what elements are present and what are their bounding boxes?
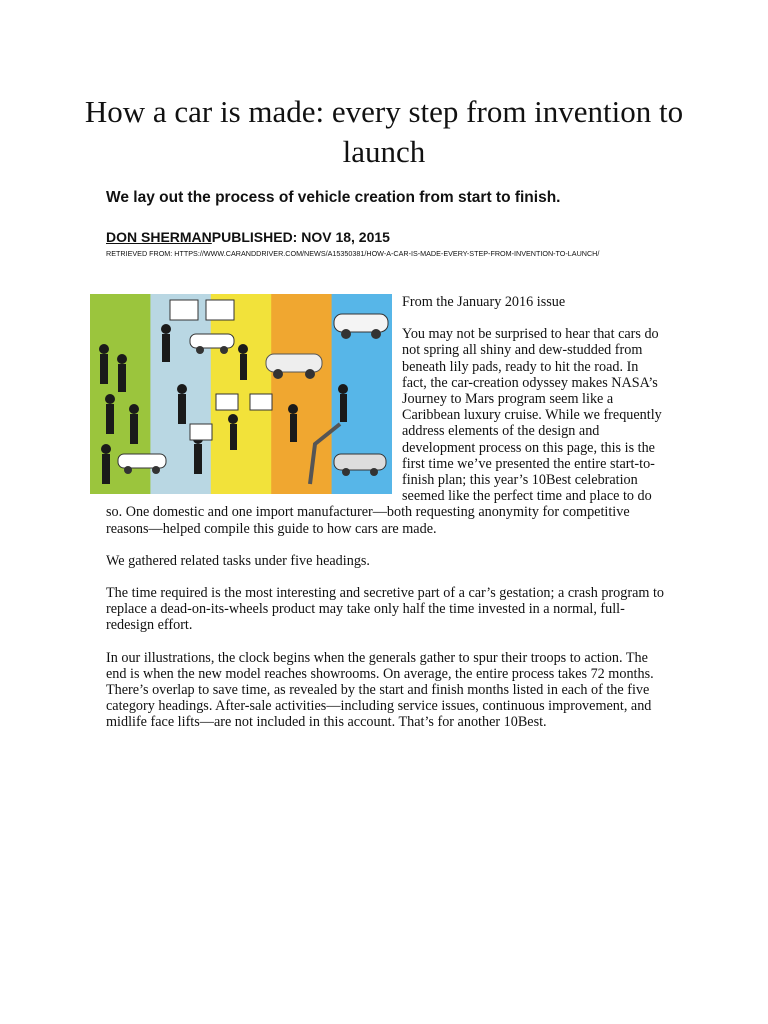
- illustration-band-4: [271, 294, 332, 494]
- paragraph-2: You may not be surprised to hear that cars do not spring all shiny and dew-studded from beneath lily pads, ready to hit the road. In fact, the car-creation odyssey makes NASA’s Journey to Mars program seem like a Caribbean luxury cruise. While we frequently address elements of the design and development process on this page, this is the first time we’ve presented the entire start-to-finish plan; this year’s 10Best celebration seemed like the perfect time and place to do so. One domestic and one import manufacturer—both requesting anonymity for competitive reasons—helped compile this guide to how cars are made.: [106, 326, 662, 537]
- paragraph-4: The time required is the most interesting and secretive part of a car’s gestation; a crash program to replace a dead-on-its-wheels product may take only half the time invested in a normal, full-redesign effort.: [106, 585, 664, 634]
- paragraph-1: From the January 2016 issue: [402, 294, 566, 310]
- source-url: RETRIEVED FROM: HTTPS://WWW.CARANDDRIVER.COM/NEWS/A15350381/HOW-A-CAR-IS-MADE-EVERY-STEP-FROM-INVENTION-TO-LAUNCH/: [106, 249, 600, 258]
- byline: [106, 228, 390, 246]
- article-title: How a car is made: every step from invention to launch: [84, 94, 684, 169]
- paragraph-5: In our illustrations, the clock begins when the generals gather to spur their troops to action. The end is when the new model reaches showrooms. On average, the entire process takes 72 months. There’s overlap to save time, as revealed by the start and finish months listed in each of the five category headings. After-sale activities—including service issues, continuous improvement, and midlife face lifts—are not included in this account. That’s for another 10Best.: [106, 649, 654, 731]
- illustration-svg: [90, 294, 392, 494]
- paragraph-3: We gathered related tasks under five headings.: [106, 552, 370, 569]
- published-date: PUBLISHED: NOV 18, 2015: [211, 229, 390, 245]
- car-creation-illustration: [90, 294, 392, 494]
- article-subtitle: We lay out the process of vehicle creation from start to finish.: [106, 189, 561, 206]
- author-name[interactable]: DON SHERMAN: [106, 229, 212, 245]
- article-body: [106, 294, 666, 747]
